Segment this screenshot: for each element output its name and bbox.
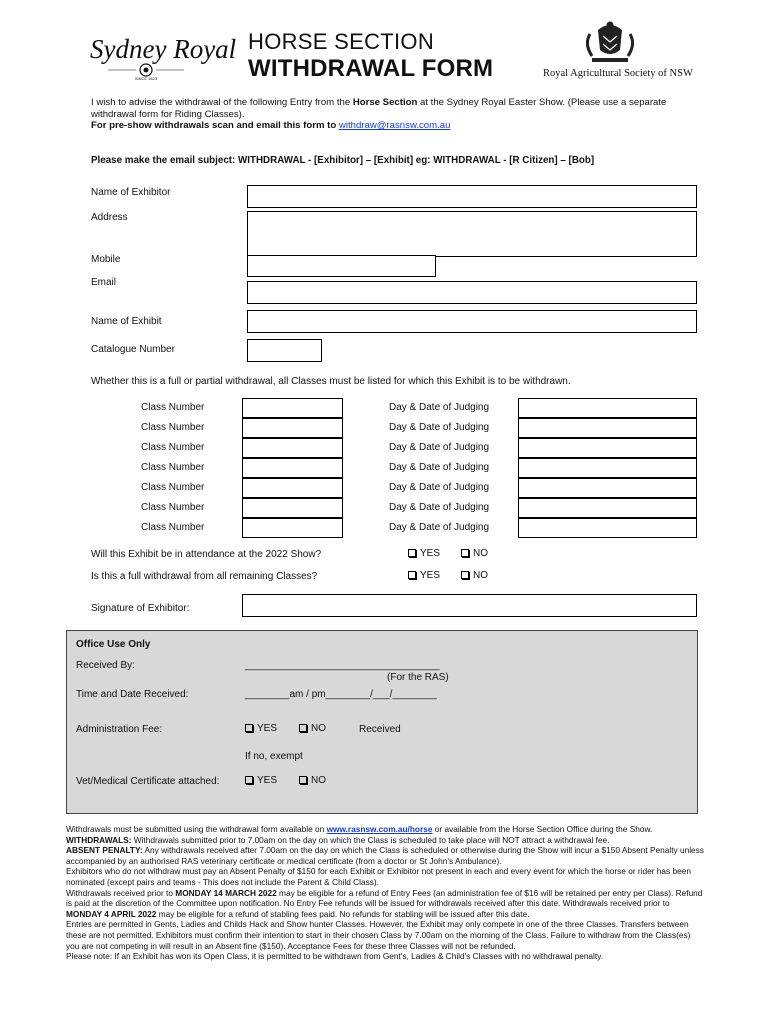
ras-horse-link[interactable]: www.rasnsw.com.au/horse	[326, 824, 433, 834]
classes-instruction: Whether this is a full or partial withdrawal, all Classes must be listed for which this Exhibit is to be withdrawn.	[91, 376, 571, 387]
checkbox-icon[interactable]	[461, 571, 469, 579]
class-number-field[interactable]	[242, 478, 343, 498]
name-of-exhibit-field[interactable]	[247, 310, 697, 333]
checkbox-icon[interactable]	[299, 776, 307, 784]
judging-date-field[interactable]	[518, 438, 697, 458]
attendance-yes-option[interactable]: YES	[408, 548, 440, 559]
judging-date-label: Day & Date of Judging	[389, 522, 490, 533]
attendance-question: Will this Exhibit be in attendance at the 2022 Show?	[91, 549, 322, 560]
judging-date-field[interactable]	[518, 398, 697, 418]
class-number-label: Class Number	[141, 422, 205, 433]
attendance-no-option[interactable]: NO	[461, 548, 488, 559]
office-use-panel	[66, 630, 698, 814]
mobile-label: Mobile	[91, 254, 121, 265]
admin-fee-yes-option[interactable]: YES	[245, 723, 277, 734]
judging-date-field[interactable]	[518, 518, 697, 538]
address-label: Address	[91, 212, 128, 223]
class-number-field[interactable]	[242, 398, 343, 418]
checkbox-icon[interactable]	[245, 776, 253, 784]
judging-date-field[interactable]	[518, 458, 697, 478]
time-date-line[interactable]: ________am / pm________/___/________	[245, 689, 437, 700]
logo-since: SINCE 1823	[134, 76, 158, 81]
class-number-label: Class Number	[141, 522, 205, 533]
name-of-exhibitor-label: Name of Exhibitor	[91, 187, 171, 198]
ras-name: Royal Agricultural Society of NSW	[543, 68, 693, 79]
email-field[interactable]	[247, 281, 697, 304]
class-number-field[interactable]	[242, 518, 343, 538]
checkbox-icon[interactable]	[408, 571, 416, 579]
vet-certificate-label: Vet/Medical Certificate attached:	[76, 776, 220, 787]
judging-date-label: Day & Date of Judging	[389, 422, 490, 433]
class-number-field[interactable]	[242, 418, 343, 438]
judging-date-label: Day & Date of Judging	[389, 462, 490, 473]
logo-wordmark: Sydney Royal	[90, 34, 237, 64]
signature-field[interactable]	[242, 594, 697, 617]
form-section-title: HORSE SECTION	[248, 29, 435, 54]
catalogue-number-field[interactable]	[247, 339, 322, 362]
terms-notes: Withdrawals must be submitted using the withdrawal form available on www.rasnsw.com.au/horse or available from the Horse Section Office during the Show. WITHDRAWALS: Withdrawals submitted prior to 7.00am on the day on which the Class is scheduled to take place will NOT attract a withdrawal fee. ABSENT PENALTY: Any withdrawals received after 7.00am on the day on which the Class is scheduled or otherwise during the Show will incur a $150 Absent Penalty unless accompanied by an authorised RAS veterinary certificate or medical certificate (from a doctor or St John's Ambulance). Exhibitors who do not withdraw must pay an Absent Penalty of $150 for each Exhibit or Exhibitor not present in each and every event for which the horse or rider has been nominated (except pairs and teams - This does not include the Parent & Child Class). Withdrawals received prior to MONDAY 14 MARCH 2022 may be eligible for a refund of Entry Fees (an administration fee of $16 will be retained per entry per Class). Refund is paid at the discretion of the Committee upon notification. No Entry Fee refunds will be issued for withdrawals received after this date. Withdrawals received prior to MONDAY 4 APRIL 2022 may be eligible for a refund of stabling fees paid. No refunds for stabling will be issued after this date. Entries are permitted in Gents, Ladies and Childs Hack and Show hunter Classes. However, the Exhibit may only compete in one of the three Classes. Transfers between these are not permitted. Exhibitors must confirm their intention to start in their chosen Class by 7.00am on the morning of the Class. Failure to withdraw from the Class(es) you are not competing in will result in an Absent fine ($150). Acceptance Fees for these three Classes will not be refunded. Please note: If an Exhibit has won its Open Class, it is permitted to be withdrawn from Gent's, Ladies & Child's Classes with no withdrawal penalty.	[66, 824, 704, 962]
judging-date-field[interactable]	[518, 498, 697, 518]
checkbox-icon[interactable]	[461, 549, 469, 557]
office-use-title: Office Use Only	[76, 639, 151, 650]
checkbox-icon[interactable]	[408, 549, 416, 557]
withdraw-email-link[interactable]: withdraw@rasnsw.com.au	[338, 120, 451, 131]
judging-date-field[interactable]	[518, 418, 697, 438]
intro-text: I wish to advise the withdrawal of the following Entry from the Horse Section at the Sydney Royal Easter Show. (Please use a separate withdrawal form for Riding Classes). For pre-show withdrawals scan and email this form to withdraw@rasnsw.com.au	[91, 97, 667, 131]
class-number-label: Class Number	[141, 502, 205, 513]
vet-no-option[interactable]: NO	[299, 775, 326, 786]
full-withdrawal-question: Is this a full withdrawal from all remaining Classes?	[91, 571, 318, 582]
class-number-field[interactable]	[242, 458, 343, 478]
class-number-label: Class Number	[141, 402, 205, 413]
checkbox-icon[interactable]	[245, 724, 253, 732]
full-withdrawal-no-option[interactable]: NO	[461, 570, 488, 581]
received-by-line[interactable]: ___________________________________	[245, 660, 440, 671]
class-number-label: Class Number	[141, 442, 205, 453]
class-number-label: Class Number	[141, 462, 205, 473]
form-title: WITHDRAWAL FORM	[248, 55, 494, 82]
class-number-label: Class Number	[141, 482, 205, 493]
sydney-royal-logo	[86, 24, 237, 82]
judging-date-label: Day & Date of Judging	[389, 442, 490, 453]
for-the-ras-note: (For the RAS)	[387, 672, 449, 683]
catalogue-number-label: Catalogue Number	[91, 344, 175, 355]
email-label: Email	[91, 277, 117, 288]
email-subject-instruction: Please make the email subject: WITHDRAWAL - [Exhibitor] – [Exhibit] eg: WITHDRAWAL - [R Citizen] – [Bob]	[91, 155, 595, 166]
received-label: Received	[359, 724, 401, 735]
judging-date-field[interactable]	[518, 478, 697, 498]
signature-label: Signature of Exhibitor:	[91, 603, 190, 614]
class-number-field[interactable]	[242, 438, 343, 458]
class-number-field[interactable]	[242, 498, 343, 518]
vet-yes-option[interactable]: YES	[245, 775, 277, 786]
judging-date-label: Day & Date of Judging	[389, 402, 490, 413]
admin-fee-label: Administration Fee:	[76, 724, 163, 735]
mobile-field[interactable]	[247, 255, 436, 277]
judging-date-label: Day & Date of Judging	[389, 482, 490, 493]
checkbox-icon[interactable]	[299, 724, 307, 732]
admin-fee-no-option[interactable]: NO	[299, 723, 326, 734]
name-of-exhibitor-field[interactable]	[247, 185, 697, 208]
address-field[interactable]	[247, 211, 697, 257]
received-by-label: Received By:	[76, 660, 135, 671]
time-date-label: Time and Date Received:	[76, 689, 189, 700]
if-no-exempt-label: If no, exempt	[245, 751, 303, 762]
name-of-exhibit-label: Name of Exhibit	[91, 316, 162, 327]
judging-date-label: Day & Date of Judging	[389, 502, 490, 513]
full-withdrawal-yes-option[interactable]: YES	[408, 570, 440, 581]
